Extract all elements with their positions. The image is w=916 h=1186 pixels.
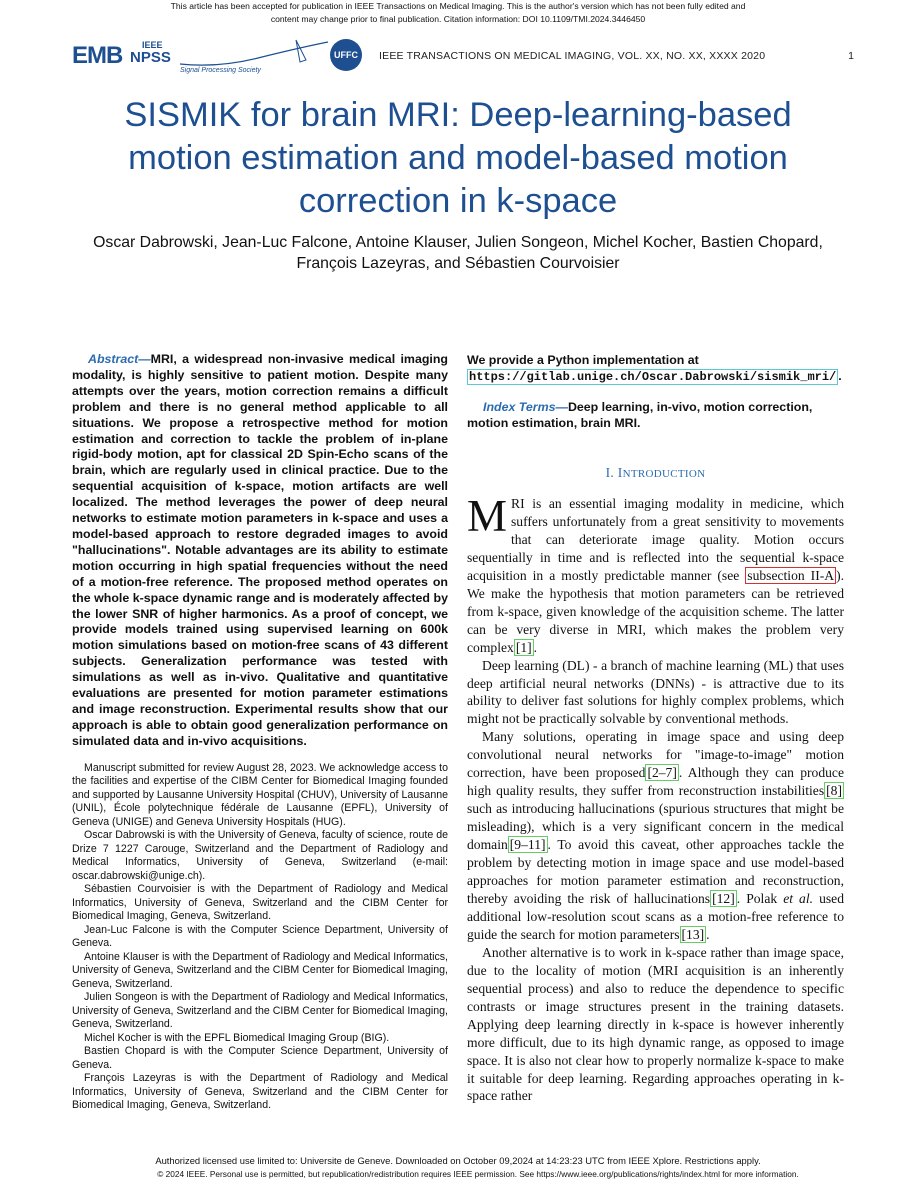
citation-link[interactable]: [13] xyxy=(681,926,705,942)
citation-link[interactable]: [12] xyxy=(712,890,735,906)
license-line1: Authorized licensed use limited to: Universite de Geneve. Downloaded on October 09,2024 at 14:23:23 UTC from IEEE Xplore. Restrictions apply. xyxy=(155,1155,761,1166)
index-terms xyxy=(467,399,844,431)
drop-cap: M xyxy=(467,491,508,541)
intro-paragraph: MRI is an essential imaging modality in medicine, which suffers unfortunately from a great sensitivity to movements that can deteriorate image quality. Motion occurs sequentially in time and is reflected into the sequential k-space acquisition in a mostly predictable manner (see subsection II-A ). We make the hypothesis that motion parameters can be retrieved from k-space, given knowledge of the acquisition scheme. The latter can be very diverse in MRI, which makes the problem very complex [1] . xyxy=(467,491,845,655)
intro-paragraph: Another alternative is to work in k-space rather than image space, due to the locality of motion (MRI acquisition is an inherently sequential process) and also to reduce the dependence to specific contrasts or image structures present in the training datasets. Applying deep learning directly in k-space is however inherently more difficult, due to its high dynamic range, as opposed to image space. It is also not clear how to properly normalize k-space to make it suitable for deep learning. Regarding approaches operating in k-space rather xyxy=(467,944,844,1104)
intro-paragraph: Deep learning (DL) - a branch of machine learning (ML) that uses deep artificial neural networks (DNNs) - is attractive due to its ability to deliver fast solutions for highly complex problems, which might not be practically solvable by conventional methods. xyxy=(467,657,844,727)
society-logos xyxy=(72,38,362,74)
title-line: correction in k-space xyxy=(298,182,618,220)
footnotes xyxy=(72,762,448,1113)
abstract-text: MRI, a widespread non-invasive medical imaging modality, is highly sensitive to patient motion. Despite many attempts over the years, motion correction remains a difficult problem and there is no general method applicable to all situations. We propose a retrospective method for motion estimation and correction to tackle the problem of in-plane rigid-body motion, apt for classical 2D Spin-Echo scans of the brain, which are regularly used in clinical practice. Due to the sequential acquisition of k-space, motion artifacts are well localized. The method leverages the power of deep neural networks to estimate motion parameters in k-space and uses a model-based approach to restore degraded images to avoid "hallucinations". Notable advantages are its ability to estimate motion occurring in high spatial frequencies without the need of a motion-free reference. The proposed method operates on the whole k-space dynamic range and is moderately affected by the lower SNR of higher harmonics. As a proof of concept, we provide models trained using supervised learning on 600k motion simulations based on motion-free scans of 43 different subjects. Generalization performance was tested with simulations as well as in-vivo. Qualitative and quantitative evaluations are presented for motion parameter estimations and image reconstruction. Experimental results show that our approach is able to obtain good generalization performance on simulated data and in-vivo acquisitions. xyxy=(72,352,448,748)
license-notice xyxy=(0,1155,916,1180)
right-column xyxy=(467,352,844,1105)
citation-link[interactable]: [8] xyxy=(826,783,842,799)
author-line: Oscar Dabrowski, Jean-Luc Falcone, Antoine Klauser, Julien Songeon, Michel Kocher, Bastien Chopard, xyxy=(93,234,823,251)
citation-link[interactable]: [1] xyxy=(515,639,532,655)
footnote: Jean-Luc Falcone is with the Computer Science Department, University of Geneva. xyxy=(72,923,448,950)
title-line: motion estimation and model-based motion xyxy=(128,139,788,177)
footnote: Sébastien Courvoisier is with the Department of Radiology and Medical Informatics, University of Geneva, Switzerland and the CIBM Center for Biomedical Imaging, Geneva, Switzerland. xyxy=(72,883,448,923)
uffc-logo: UFFC xyxy=(330,39,362,71)
signal-processing-society-logo xyxy=(178,38,338,74)
license-line2: © 2024 IEEE. Personal use is permitted, but republication/redistribution requires IEEE permission. See https://www.ieee.org/publications/rights/index.html for more information. xyxy=(157,1168,799,1179)
journal-header: IEEE TRANSACTIONS ON MEDICAL IMAGING, VOL. XX, NO. XX, XXXX 2020 xyxy=(379,50,766,62)
abstract-label: Abstract— xyxy=(88,352,151,366)
author-line: François Lazeyras, and Sébastien Courvoisier xyxy=(296,255,620,272)
footnote: Manuscript submitted for review August 28, 2023. We acknowledge access to the facilities and expertise of the CIBM Center for Biomedical Imaging founded and supported by Lausanne University Hospital (CHUV), University of Lausanne (UNIL), École polytechnique fédérale de Lausanne (EPFL), University of Geneva (UNIGE) and Geneva University Hospitals (HUG). xyxy=(72,761,448,828)
gitlab-link[interactable]: https://gitlab.unige.ch/Oscar.Dabrowski/sismik_mri/ xyxy=(469,370,837,384)
footnote: Michel Kocher is with the EPFL Biomedical Imaging Group (BIG). xyxy=(84,1031,390,1044)
section-heading-introduction: I. INTRODUCTION xyxy=(605,465,706,480)
citation-link[interactable]: [9–11] xyxy=(509,837,546,853)
index-terms-text: Deep learning, in-vivo, motion correction, motion estimation, brain MRI. xyxy=(467,400,813,430)
footnote: Bastien Chopard is with the Computer Science Department, University of Geneva. xyxy=(72,1045,448,1071)
paper-title xyxy=(60,94,856,223)
left-column xyxy=(72,352,448,1113)
section-link[interactable]: subsection II-A xyxy=(747,567,835,583)
emb-logo: EMB xyxy=(72,42,123,69)
footnote: Oscar Dabrowski is with the University of Geneva, faculty of science, route de Drize 7 1227 Carouge, Switzerland and the Department of Radiology and Medical Informatics, University of Geneva, Switzerland (e-mail: oscar.dabrowski@unige.ch). xyxy=(72,829,448,882)
author-list xyxy=(60,232,856,274)
title-line: SISMIK for brain MRI: Deep-learning-based xyxy=(124,96,792,134)
publication-notice-line2: content may change prior to final publication. Citation information: DOI 10.1109/TMI.2024.3446450 xyxy=(270,13,646,24)
footnote: François Lazeyras is with the Department of Radiology and Medical Informatics, University of Geneva, Switzerland and the CIBM Center for Biomedical Imaging, Geneva, Switzerland. xyxy=(72,1072,448,1112)
abstract xyxy=(72,352,448,750)
svg-text:Signal Processing Society: Signal Processing Society xyxy=(180,67,261,74)
footnote: Antoine Klauser is with the Department of Radiology and Medical Informatics, University of Geneva, Switzerland and the CIBM Center for Biomedical Imaging, Geneva, Switzerland. xyxy=(72,950,448,990)
publication-notice-line1: This article has been accepted for publication in IEEE Transactions on Medical Imaging. This is the author's version which has not been fully edited and xyxy=(170,1,746,11)
footnote: Julien Songeon is with the Department of Radiology and Medical Informatics, University of Geneva, Switzerland and the CIBM Center for Biomedical Imaging, Geneva, Switzerland. xyxy=(72,991,448,1031)
intro-paragraph: Many solutions, operating in image space and using deep convolutional neural networks for "image-to-image" motion correction, have been proposed [2–7] . Although they can produce high quality results, they suffer from reconstruction instabilities [8] such as introducing hallucinations (spurious structures that might be misleading), which is a very significant concern in the medical domain [9–11] . To avoid this caveat, other approaches tackle the problem by detecting motion in image space and use model-based approaches for motion parameter estimation and reconstruction, thereby avoiding the risk of hallucinations [12] . Polak et al. used additional low-resolution scout scans as a motion-free reference to guide the search for motion parameters [13] . xyxy=(467,729,844,942)
citation-link[interactable]: [2–7] xyxy=(647,765,677,781)
publication-notice xyxy=(0,0,916,25)
page-number: 1 xyxy=(848,50,854,62)
index-terms-label: Index Terms— xyxy=(483,400,568,414)
npss-logo: IEEE NPSS xyxy=(130,40,171,66)
code-availability: We provide a Python implementation at https://gitlab.unige.ch/Oscar.Dabrowski/sismik_mri/ . xyxy=(467,353,842,384)
